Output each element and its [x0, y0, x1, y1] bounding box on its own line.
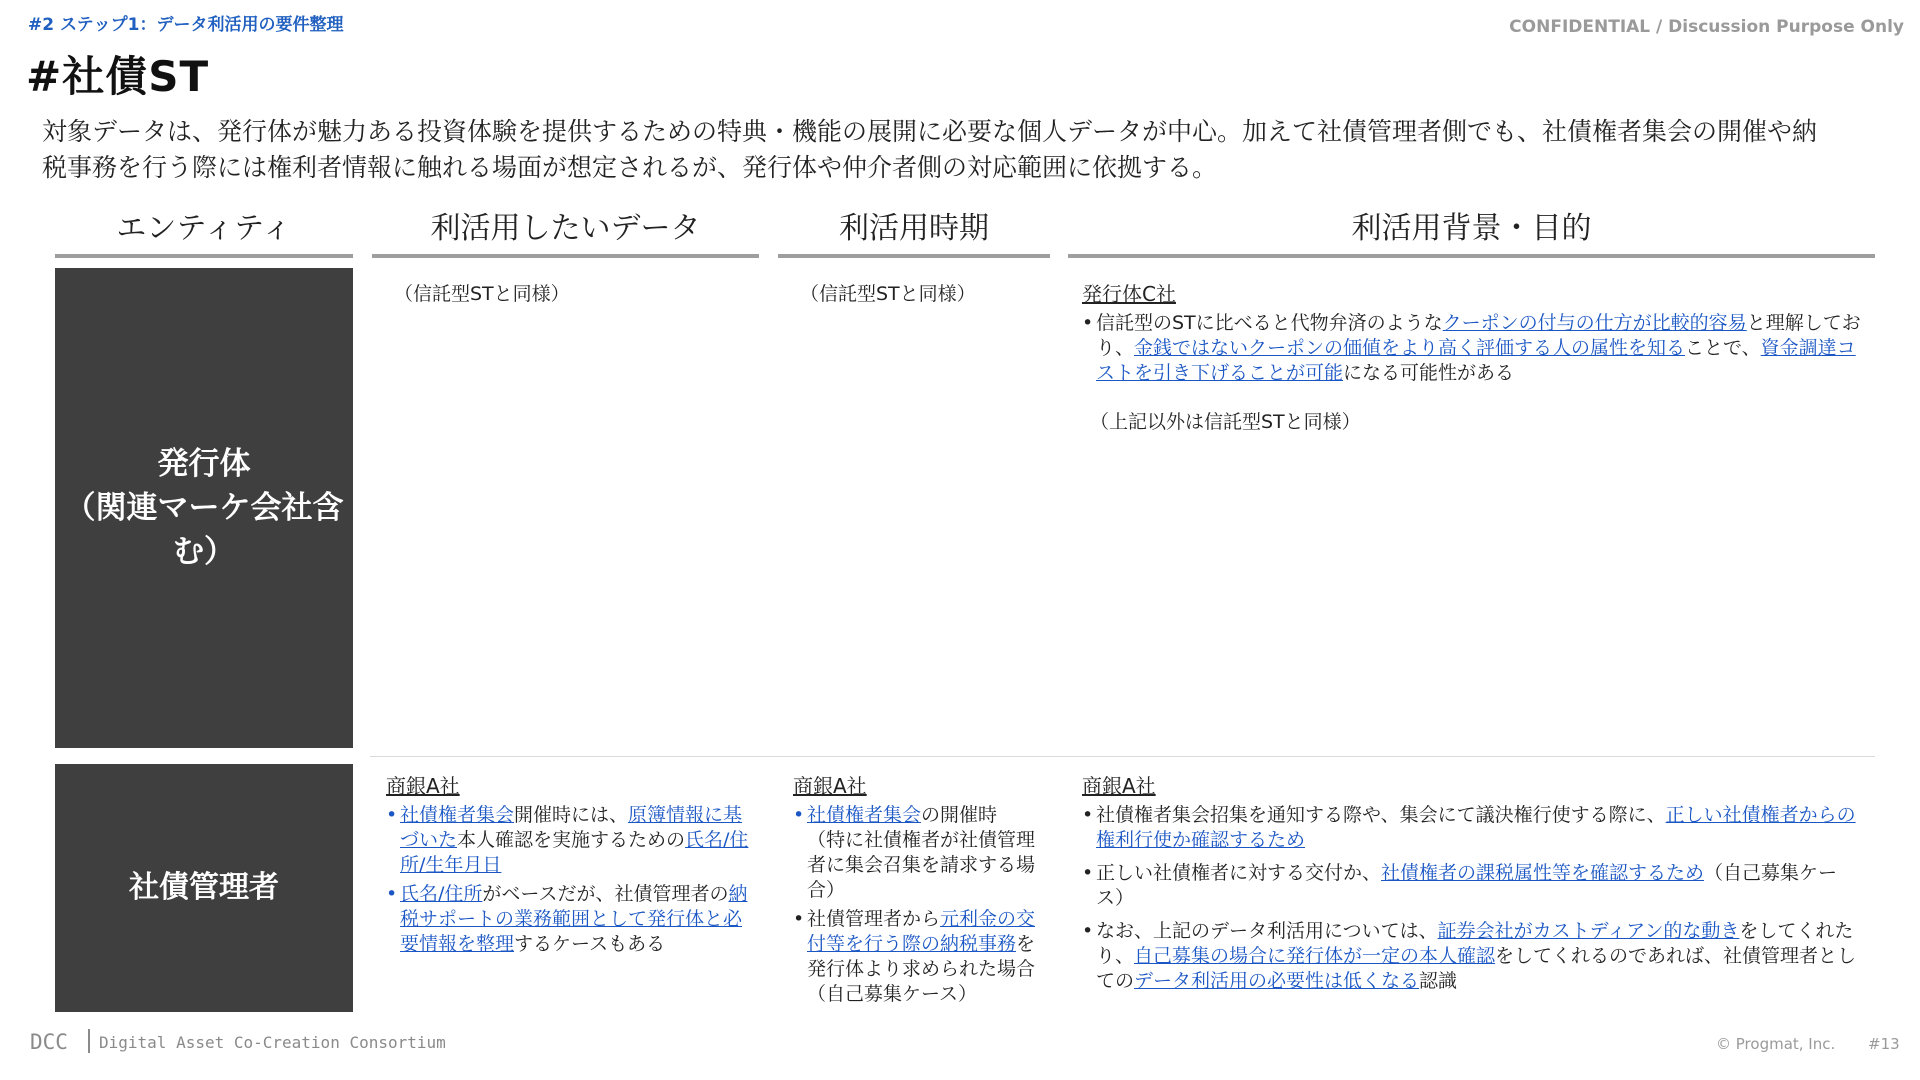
highlight-link[interactable]: 社債権者集会 [400, 804, 515, 826]
trustee-timing-cell [793, 774, 1043, 1015]
issuer-purpose-other: （上記以外は信託型STと同様） [1090, 411, 1361, 433]
company-label: 商銀A社 [1082, 774, 1156, 798]
company-label: 商銀A社 [386, 774, 460, 798]
bullet-text: 氏名/住所がベースだが、社債管理者の納税サポートの業務範囲として発行体と必要情報を整理するケースもある [400, 883, 748, 955]
entity-issuer-note: （関連マーケ会社含む） [64, 490, 344, 570]
company-label: 発行体C社 [1082, 282, 1176, 306]
issuer-data-cell [394, 282, 754, 307]
highlight-link[interactable]: 元利金の交付等を行う際の納税事務 [807, 908, 1036, 955]
bullet-text: 社債権者集会の開催時 （特に社債権者が社債管理者に集会召集を請求する場合） [807, 804, 1036, 901]
confidential-label: CONFIDENTIAL / Discussion Purpose Only [1509, 17, 1904, 37]
bullet-text: 社債権者集会招集を通知する際や、集会にて議決権行使する際に、正しい社債権者からの権利行使か確認するため [1096, 804, 1856, 851]
issuer-purpose-cell [1082, 282, 1862, 435]
page-title: #社債ST [26, 52, 210, 101]
column-header-entity: エンティティ [55, 206, 353, 258]
page-number: #13 [1868, 1035, 1900, 1053]
entity-trustee [55, 764, 353, 1012]
column-header-timing: 利活用時期 [778, 206, 1050, 258]
highlight-link[interactable]: 金銭ではないクーポンの価値をより高く評価する人の属性を知る [1134, 337, 1686, 359]
bullet-icon: • [1082, 312, 1094, 334]
logo-divider [88, 1029, 90, 1053]
issuer-timing-text: （信託型STと同様） [800, 283, 976, 305]
bullet-item [1082, 803, 1862, 853]
highlight-link[interactable]: 正しい社債権者からの権利行使か確認するため [1096, 804, 1856, 851]
bullet-text: 社債管理者から元利金の交付等を行う際の納税事務を発行体より求められた場合（自己募集ケース） [807, 908, 1036, 1005]
entity-trustee-name: 社債管理者 [129, 870, 279, 905]
column-header-purpose: 利活用背景・目的 [1068, 206, 1875, 258]
bullet-item [1082, 919, 1862, 994]
column-header-data: 利活用したいデータ [372, 206, 759, 258]
highlight-link[interactable]: 資金調達コストを引き下げることが可能 [1096, 337, 1856, 384]
bullet-item [1082, 311, 1862, 386]
entity-issuer-name: 発行体 [157, 446, 251, 482]
highlight-link[interactable]: 原簿情報に基づいた [400, 804, 743, 851]
issuer-timing-cell [800, 282, 1050, 307]
bullet-icon: • [1082, 804, 1094, 826]
highlight-link[interactable]: 氏名/住所 [400, 883, 483, 905]
highlight-link[interactable]: 納税サポートの業務範囲として発行体と必要情報を整理 [400, 883, 748, 955]
bullet-item [793, 803, 1043, 903]
lead-text: 対象データは、発行体が魅力ある投資体験を提供するための特典・機能の展開に必要な個人データが中心。加えて社債管理者側でも、社債権者集会の開催や納税事務を行う際には権利者情報に触れる場面が想定されるが、発行体や仲介者側の対応範囲に依拠する。 [42, 117, 1818, 182]
highlight-link[interactable]: クーポンの付与の仕方が比較的容易 [1442, 312, 1747, 334]
dcc-logo: DCC [30, 1030, 68, 1054]
bullet-item [793, 907, 1043, 1007]
bullet-icon: • [793, 908, 805, 930]
highlight-link[interactable]: 証券会社がカストディアン的な動き [1437, 920, 1740, 942]
copyright: © Progmat, Inc. [1716, 1035, 1836, 1053]
trustee-purpose-cell [1082, 774, 1862, 1002]
entity-issuer [55, 268, 353, 748]
bullet-item [386, 803, 758, 878]
highlight-link[interactable]: 自己募集の場合に発行体が一定の本人確認 [1134, 945, 1496, 967]
company-label: 商銀A社 [793, 774, 867, 798]
issuer-data-text: （信託型STと同様） [394, 283, 570, 305]
bullet-text: なお、上記のデータ利活用については、証券会社がカストディアン的な動きをしてくれたり、自己募集の場合に発行体が一定の本人確認をしてくれるのであれば、社債管理者としてのデータ利活用の必要性は低くなる認識 [1096, 920, 1857, 992]
bullet-item [386, 882, 758, 957]
bullet-icon: • [1082, 920, 1094, 942]
bullet-icon: • [386, 804, 398, 826]
bullet-icon: • [793, 804, 805, 826]
bullet-icon: • [386, 883, 398, 905]
bullet-icon: • [1082, 862, 1094, 884]
trustee-data-cell [386, 774, 758, 965]
bullet-item [1082, 861, 1862, 911]
consortium-name: Digital Asset Co-Creation Consortium [99, 1033, 446, 1052]
highlight-link[interactable]: 社債権者の課税属性等を確認するため [1381, 862, 1705, 884]
row-divider [370, 756, 1875, 757]
bullet-text: 正しい社債権者に対する交付か、社債権者の課税属性等を確認するため（自己募集ケース） [1096, 862, 1838, 909]
highlight-link[interactable]: データ利活用の必要性は低くなる [1134, 970, 1420, 992]
highlight-link[interactable]: 社債権者集会 [807, 804, 922, 826]
highlight-link[interactable]: 氏名/住所/生年月日 [400, 829, 749, 876]
breadcrumb: #2 ステップ1：データ利活用の要件整理 [28, 15, 344, 35]
bullet-text: 信託型のSTに比べると代物弁済のようなクーポンの付与の仕方が比較的容易と理解しており、金銭ではないクーポンの価値をより高く評価する人の属性を知ることで、資金調達コストを引き下げることが可能になる可能性がある [1096, 312, 1861, 384]
bullet-text: 社債権者集会開催時には、原簿情報に基づいた本人確認を実施するための氏名/住所/生年月日 [400, 804, 749, 876]
